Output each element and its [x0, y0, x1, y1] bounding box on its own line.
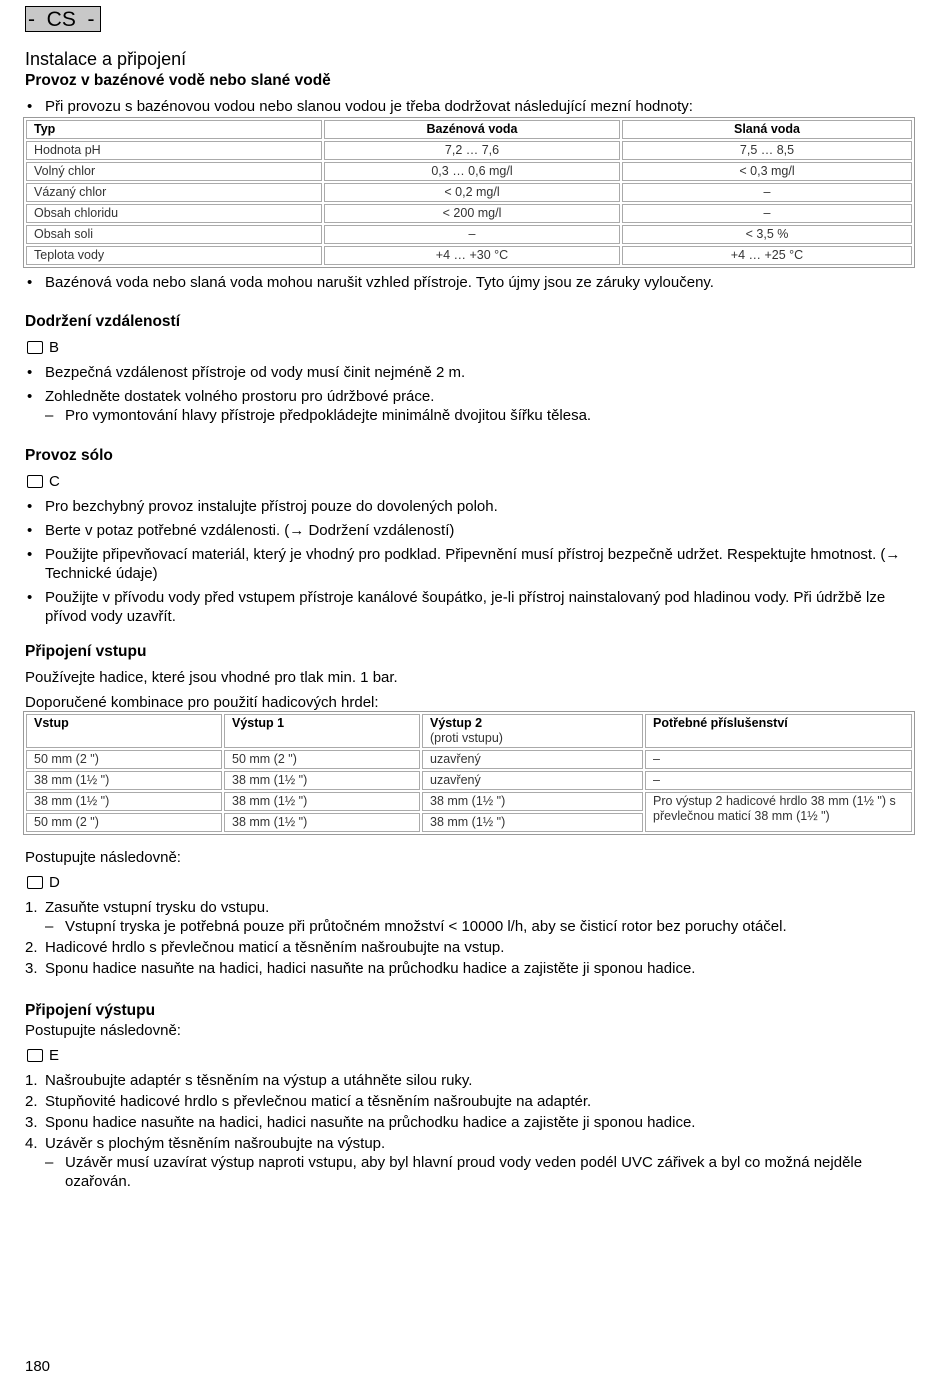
limits-table — [24, 118, 914, 267]
table-cell: < 3,5 % — [622, 225, 912, 244]
table-cell: 38 mm (1½ ") — [26, 771, 222, 790]
table-header — [422, 714, 643, 748]
table-row — [26, 792, 912, 811]
table-cell: – — [645, 771, 912, 790]
table-cell: < 0,3 mg/l — [622, 162, 912, 181]
dash-item: – Pro vymontování hlavy přístroje předpokládejte minimálně dvojitou šířku tělesa. — [25, 406, 913, 425]
table-cell: Hodnota pH — [26, 141, 322, 160]
table-row — [26, 246, 912, 265]
header-text: Výstup 2 — [430, 716, 483, 730]
table-header: Typ — [26, 120, 322, 139]
list-item: • Pro bezchybný provoz instalujte přístroj pouze do dovolených poloh. — [25, 497, 913, 516]
table-row — [26, 162, 912, 181]
table-cell: 38 mm (1½ ") — [422, 792, 643, 811]
table-header: Bazénová voda — [324, 120, 620, 139]
table-row — [26, 183, 912, 202]
step-text: Sponu hadice nasuňte na hadici, hadici nasuňte na průchodku hadice a zajistěte ji sponou hadice. — [45, 960, 696, 977]
table-cell: Teplota vody — [26, 246, 322, 265]
steps-inlet — [25, 898, 913, 917]
dash-item: – Uzávěr musí uzavírat výstup naproti vstupu, aby byl hlavní proud vody veden podél UVC zářivek a byl co možná nejděle ozařován. — [25, 1153, 913, 1191]
table-cell: uzavřený — [422, 750, 643, 769]
table-cell: < 0,2 mg/l — [324, 183, 620, 202]
table-row — [26, 141, 912, 160]
list-distances — [25, 363, 913, 406]
table-row — [26, 204, 912, 223]
table-cell: Obsah soli — [26, 225, 322, 244]
list-item: • Použijte připevňovací materiál, který je vhodný pro podklad. Připevnění musí přístroj bezpečně udržet. Respektujte hmotnost. (→ Technické údaje) — [25, 545, 913, 583]
table-cell: 38 mm (1½ ") — [26, 792, 222, 811]
paragraph: Doporučené kombinace pro použití hadicových hrdel: — [25, 694, 379, 711]
paragraph: Používejte hadice, které jsou vhodné pro tlak min. 1 bar. — [25, 669, 398, 686]
list-item: • Bazénová voda nebo slaná voda mohou narušit vzhled přístroje. Tyto újmy jsou ze záruky vyloučeny. — [25, 273, 913, 292]
figure-label: C — [49, 473, 60, 490]
figure-label: B — [49, 339, 60, 356]
step-item: 3. Sponu hadice nasuňte na hadici, hadici nasuňte na průchodku hadice a zajistěte ji sponou hadice. — [25, 960, 696, 977]
list-item: • Použijte v přívodu vody před vstupem přístroje kanálové šoupátko, je-li přístroj nainstalovaný pod hladinou vody. Při údržbě lze přívod vody uzavřít. — [25, 588, 913, 626]
heading-outlet: Připojení výstupu — [25, 1002, 156, 1019]
step-item: 1. Zasuňte vstupní trysku do vstupu. — [25, 899, 270, 916]
table-header-row — [26, 714, 912, 748]
figure-reference — [25, 472, 913, 491]
table-cell: 0,3 … 0,6 mg/l — [324, 162, 620, 181]
table-cell-merged: Pro výstup 2 hadicové hrdlo 38 mm (1½ ") s převlečnou maticí 38 mm (1½ ") — [645, 792, 912, 832]
heading-pool-water: Provoz v bazénové vodě nebo slané vodě — [25, 72, 331, 89]
step-item: 2. Hadicové hrdlo s převlečnou maticí a těsněním našroubujte na vstup. — [25, 939, 505, 956]
table-header: Potřebné příslušenství — [645, 714, 912, 748]
paragraph: Postupujte následovně: — [25, 849, 181, 866]
table-cell: 7,5 … 8,5 — [622, 141, 912, 160]
language-tag: - CS - — [25, 6, 101, 32]
header-subtext: (proti vstupu) — [430, 731, 503, 745]
step-text: Hadicové hrdlo s převlečnou maticí a těsněním našroubujte na vstup. — [45, 939, 505, 956]
table-cell: +4 … +25 °C — [622, 246, 912, 265]
table-cell: 38 mm (1½ ") — [224, 813, 420, 832]
table-cell: +4 … +30 °C — [324, 246, 620, 265]
figure-reference — [25, 1046, 913, 1065]
table-cell: 50 mm (2 ") — [26, 750, 222, 769]
heading-inlet: Připojení vstupu — [25, 643, 147, 660]
paragraph: Postupujte následovně: — [25, 1022, 181, 1039]
figure-label: D — [49, 874, 60, 891]
list-item: • Zohledněte dostatek volného prostoru pro údržbové práce. — [25, 387, 913, 406]
step-item: 1. Našroubujte adaptér s těsněním na výstup a utáhněte silou ruky. — [25, 1072, 473, 1089]
list-pool — [25, 97, 913, 116]
table-row — [26, 225, 912, 244]
steps-outlet — [25, 1071, 913, 1153]
combinations-table — [24, 712, 914, 834]
steps-inlet-cont — [25, 938, 913, 978]
table-header: Vstup — [26, 714, 222, 748]
table-cell: 50 mm (2 ") — [26, 813, 222, 832]
step-text: Zasuňte vstupní trysku do vstupu. — [45, 899, 270, 916]
document-body — [25, 46, 913, 1191]
table-cell: < 200 mg/l — [324, 204, 620, 223]
step-text: Uzávěr s plochým těsněním našroubujte na výstup. — [45, 1135, 386, 1152]
list-solo — [25, 497, 913, 626]
table-cell: – — [622, 204, 912, 223]
list-item: • Při provozu s bazénovou vodou nebo slanou vodou je třeba dodržovat následující mezní hodnoty: — [25, 97, 913, 116]
table-cell: Obsah chloridu — [26, 204, 322, 223]
table-cell: Vázaný chlor — [26, 183, 322, 202]
table-cell: 38 mm (1½ ") — [224, 771, 420, 790]
dash-item: – Vstupní tryska je potřebná pouze při průtočném množství < 10000 l/h, aby se čisticí rotor bez poruchy otáčel. — [25, 917, 913, 936]
list-pool-note — [25, 273, 913, 292]
book-icon — [27, 1049, 43, 1062]
section-title: Instalace a připojení — [25, 49, 187, 69]
heading-solo: Provoz sólo — [25, 447, 113, 464]
list-item: • Berte v potaz potřebné vzdálenosti. (→ Dodržení vzdáleností) — [25, 521, 913, 540]
heading-distances: Dodržení vzdáleností — [25, 313, 181, 330]
book-icon — [27, 876, 43, 889]
table-cell: – — [324, 225, 620, 244]
table-row — [26, 750, 912, 769]
step-item: 4. Uzávěr s plochým těsněním našroubujte na výstup. — [25, 1135, 386, 1152]
table-row — [26, 771, 912, 790]
table-cell: uzavřený — [422, 771, 643, 790]
page-number: 180 — [25, 1358, 51, 1375]
list-item: • Bezpečná vzdálenost přístroje od vody musí činit nejméně 2 m. — [25, 363, 913, 382]
step-text: Stupňovité hadicové hrdlo s převlečnou maticí a těsněním našroubujte na adaptér. — [45, 1093, 592, 1110]
figure-reference — [25, 873, 913, 892]
table-cell: 7,2 … 7,6 — [324, 141, 620, 160]
table-cell: 50 mm (2 ") — [224, 750, 420, 769]
step-item: 3. Sponu hadice nasuňte na hadici, hadici nasuňte na průchodku hadice a zajistěte ji sponou hadice. — [25, 1114, 696, 1131]
table-header: Výstup 1 — [224, 714, 420, 748]
table-cell: – — [622, 183, 912, 202]
table-cell: – — [645, 750, 912, 769]
book-icon — [27, 475, 43, 488]
figure-reference — [25, 338, 913, 357]
table-cell: Volný chlor — [26, 162, 322, 181]
step-text: Sponu hadice nasuňte na hadici, hadici nasuňte na průchodku hadice a zajistěte ji sponou hadice. — [45, 1114, 696, 1131]
book-icon — [27, 341, 43, 354]
table-cell: 38 mm (1½ ") — [422, 813, 643, 832]
figure-label: E — [49, 1047, 60, 1064]
step-item: 2. Stupňovité hadicové hrdlo s převlečnou maticí a těsněním našroubujte na adaptér. — [25, 1093, 592, 1110]
step-text: Našroubujte adaptér s těsněním na výstup a utáhněte silou ruky. — [45, 1072, 473, 1089]
table-cell: 38 mm (1½ ") — [224, 792, 420, 811]
table-header-row — [26, 120, 912, 139]
table-header: Slaná voda — [622, 120, 912, 139]
